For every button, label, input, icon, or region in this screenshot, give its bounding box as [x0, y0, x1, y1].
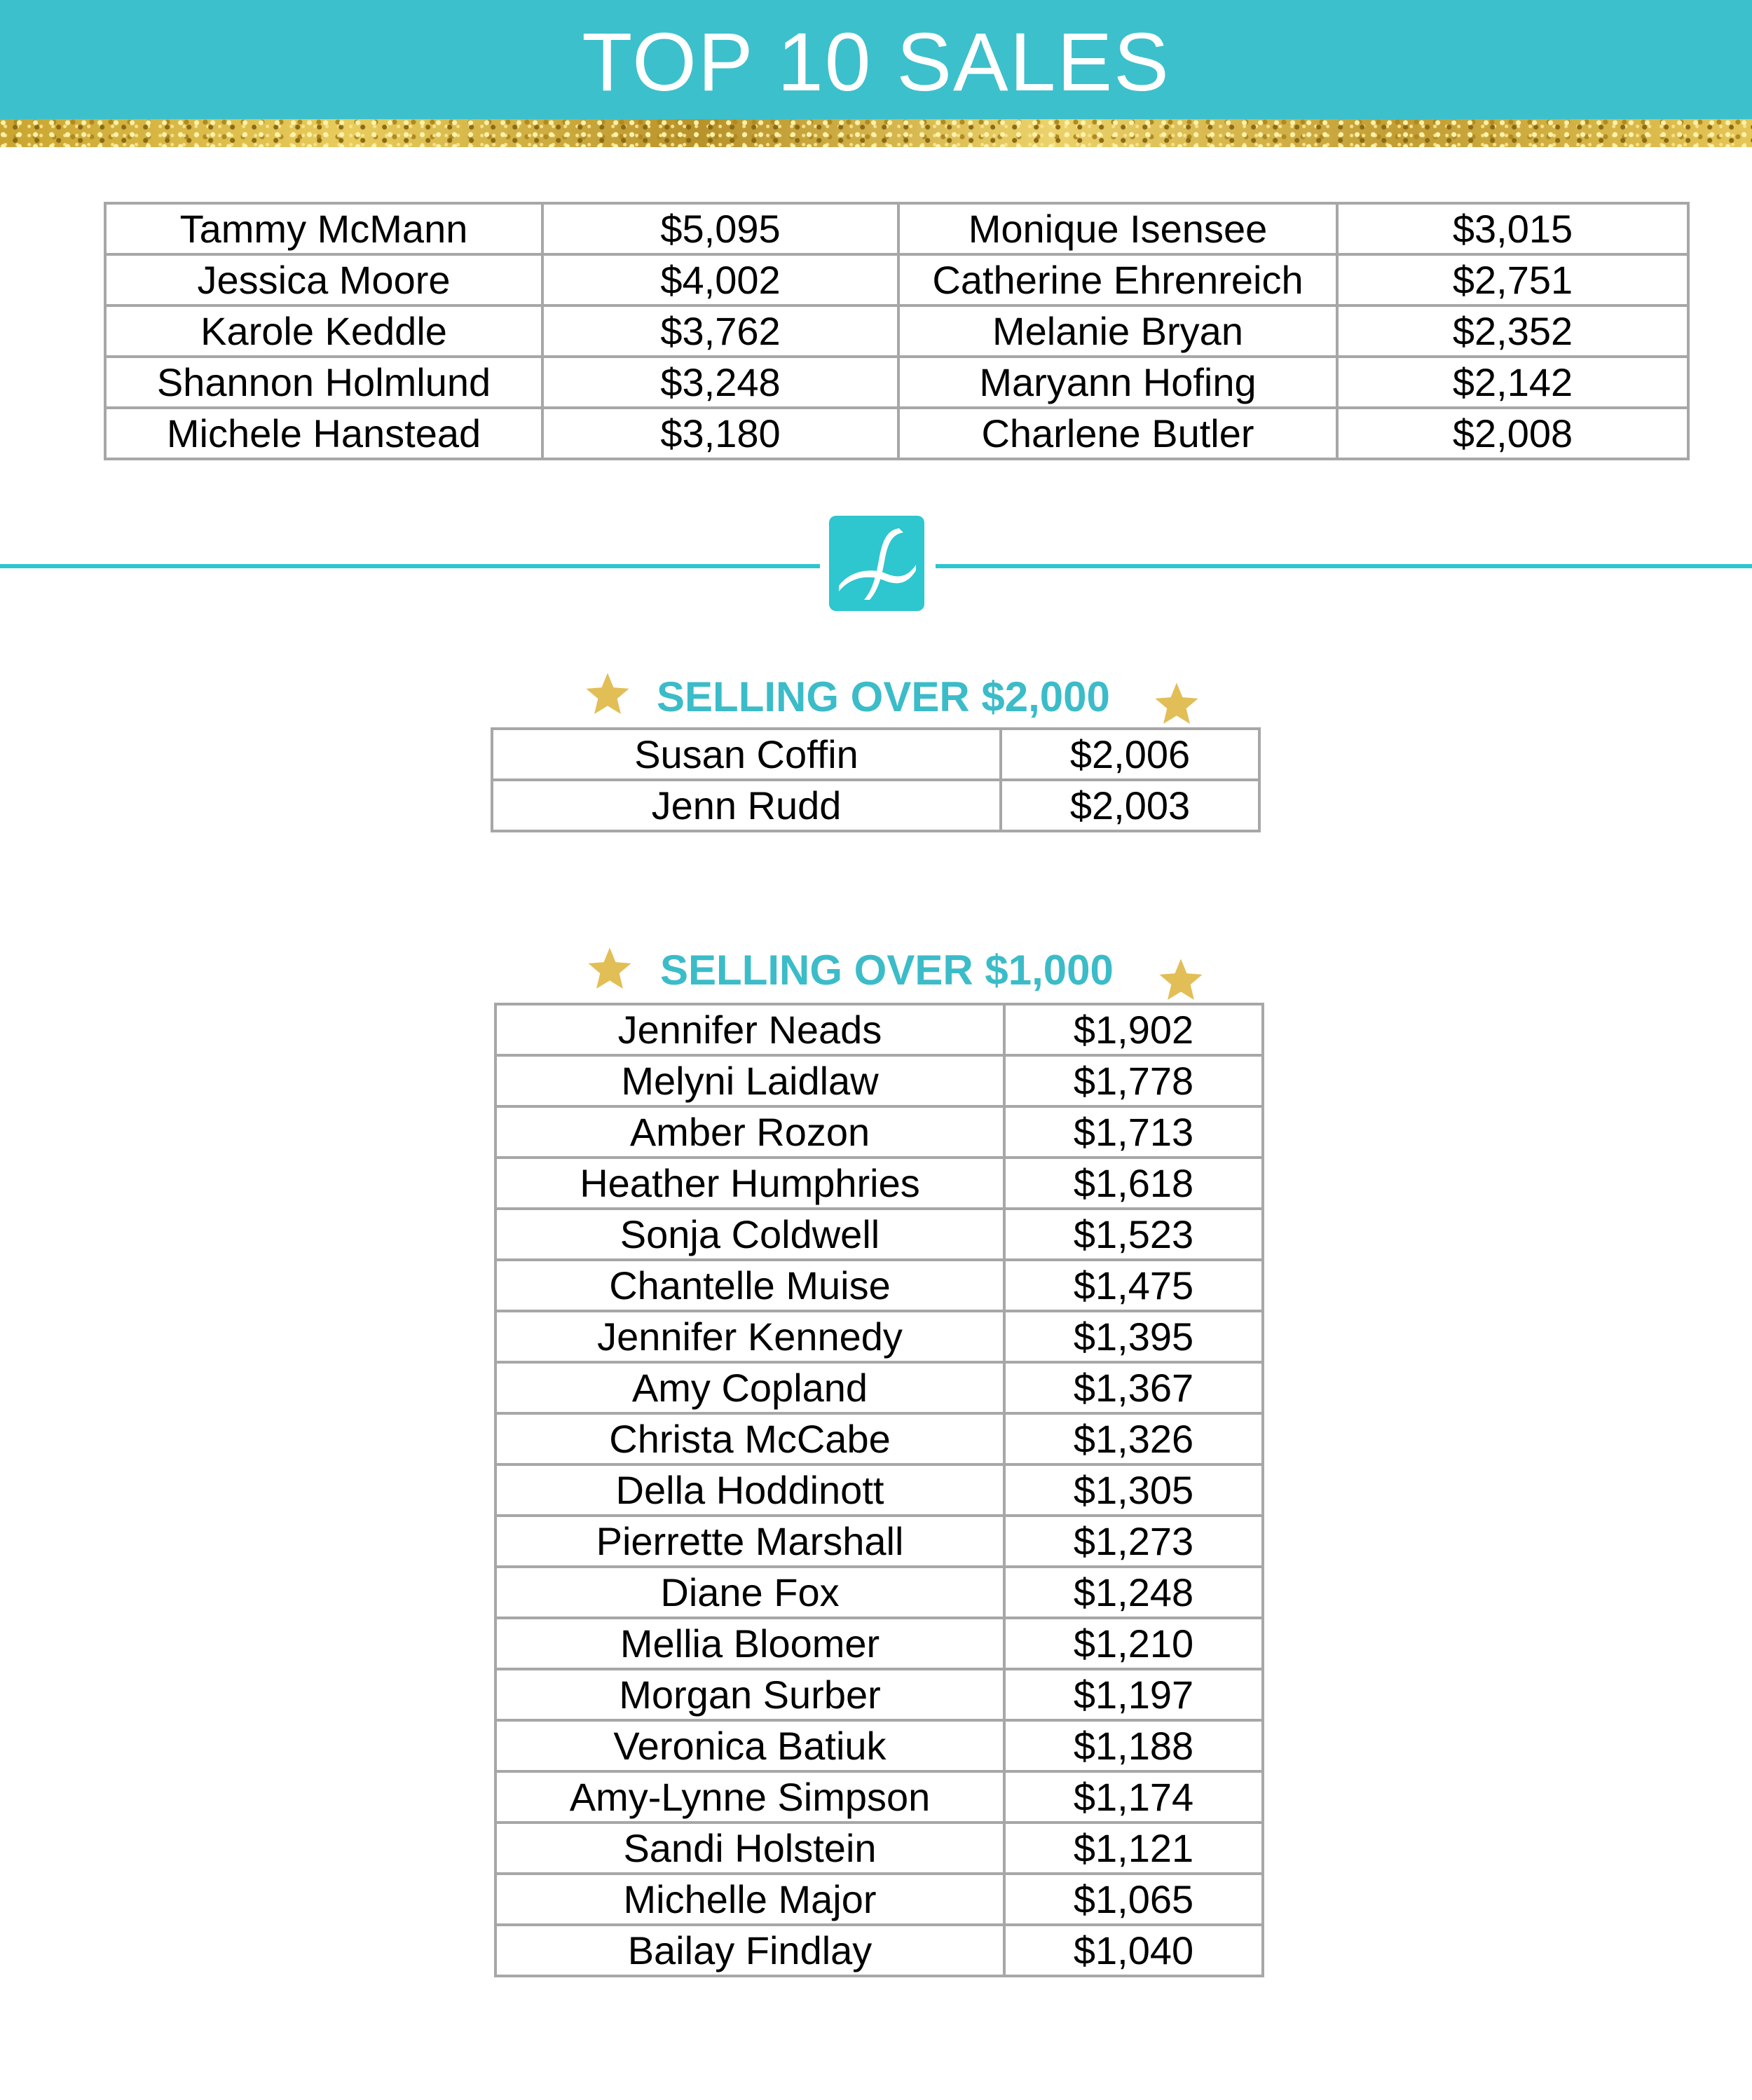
table-row [492, 780, 1259, 831]
divider-line-left [0, 564, 820, 568]
seller-name: Jennifer Kennedy [495, 1311, 1004, 1362]
sales-amount: $3,762 [542, 306, 898, 357]
sales-amount: $2,006 [1001, 729, 1259, 780]
sales-amount: $1,121 [1004, 1823, 1263, 1874]
sales-amount: $1,040 [1004, 1925, 1263, 1976]
seller-name: Veronica Batiuk [495, 1720, 1004, 1771]
table-row [495, 1618, 1263, 1669]
sales-amount: $2,751 [1337, 254, 1688, 306]
seller-name: Jenn Rudd [492, 780, 1001, 831]
table-row [495, 1874, 1263, 1925]
sales-amount: $2,008 [1337, 408, 1688, 459]
star-icon [583, 670, 632, 719]
sales-amount: $1,618 [1004, 1158, 1263, 1209]
seller-name: Mellia Bloomer [495, 1618, 1004, 1669]
sales-amount: $1,305 [1004, 1464, 1263, 1516]
star-icon [1152, 680, 1201, 729]
seller-name: Michelle Major [495, 1874, 1004, 1925]
table-row [495, 1209, 1263, 1260]
seller-name: Catherine Ehrenreich [898, 254, 1337, 306]
table-row [495, 1567, 1263, 1618]
seller-name: Morgan Surber [495, 1669, 1004, 1720]
seller-name: Sonja Coldwell [495, 1209, 1004, 1260]
table-row [105, 357, 1688, 408]
section-title-over-1000: SELLING OVER $1,000 [660, 947, 1114, 994]
seller-name: Shannon Holmlund [105, 357, 542, 408]
sales-amount: $1,197 [1004, 1669, 1263, 1720]
table-row [105, 203, 1688, 254]
over-1000-table [494, 1003, 1264, 1977]
table-row [495, 1413, 1263, 1464]
sales-amount: $1,174 [1004, 1771, 1263, 1823]
over-2000-table [491, 727, 1261, 832]
sales-amount: $1,902 [1004, 1004, 1263, 1055]
table-row [495, 1823, 1263, 1874]
seller-name: Diane Fox [495, 1567, 1004, 1618]
sales-amount: $1,778 [1004, 1055, 1263, 1106]
sales-amount: $1,210 [1004, 1618, 1263, 1669]
star-icon [585, 945, 634, 994]
table-row [105, 408, 1688, 459]
sales-amount: $5,095 [542, 203, 898, 254]
sales-amount: $3,248 [542, 357, 898, 408]
seller-name: Maryann Hofing [898, 357, 1337, 408]
sales-amount: $1,395 [1004, 1311, 1263, 1362]
table-row [495, 1260, 1263, 1311]
sales-amount: $1,713 [1004, 1106, 1263, 1158]
sales-amount: $1,326 [1004, 1413, 1263, 1464]
seller-name: Amber Rozon [495, 1106, 1004, 1158]
sales-amount: $1,273 [1004, 1516, 1263, 1567]
seller-name: Christa McCabe [495, 1413, 1004, 1464]
seller-name: Susan Coffin [492, 729, 1001, 780]
table-row [495, 1055, 1263, 1106]
seller-name: Monique Isensee [898, 203, 1337, 254]
gold-glitter-strip [0, 119, 1752, 147]
sales-amount: $1,367 [1004, 1362, 1263, 1413]
table-row [492, 729, 1259, 780]
seller-name: Jennifer Neads [495, 1004, 1004, 1055]
top-ten-table [104, 202, 1690, 460]
seller-name: Amy Copland [495, 1362, 1004, 1413]
table-row [105, 254, 1688, 306]
seller-name: Bailay Findlay [495, 1925, 1004, 1976]
sales-amount: $2,003 [1001, 780, 1259, 831]
table-row [495, 1311, 1263, 1362]
sales-amount: $3,180 [542, 408, 898, 459]
table-row [495, 1158, 1263, 1209]
seller-name: Tammy McMann [105, 203, 542, 254]
table-row [495, 1362, 1263, 1413]
seller-name: Heather Humphries [495, 1158, 1004, 1209]
seller-name: Michele Hanstead [105, 408, 542, 459]
seller-name: Chantelle Muise [495, 1260, 1004, 1311]
seller-name: Jessica Moore [105, 254, 542, 306]
seller-name: Melyni Laidlaw [495, 1055, 1004, 1106]
section-title-over-2000: SELLING OVER $2,000 [657, 673, 1110, 720]
table-row [495, 1771, 1263, 1823]
seller-name: Pierrette Marshall [495, 1516, 1004, 1567]
table-row [495, 1004, 1263, 1055]
table-row [495, 1106, 1263, 1158]
sales-amount: $1,188 [1004, 1720, 1263, 1771]
sales-amount: $3,015 [1337, 203, 1688, 254]
seller-name: Karole Keddle [105, 306, 542, 357]
sales-amount: $1,065 [1004, 1874, 1263, 1925]
sales-amount: $1,475 [1004, 1260, 1263, 1311]
table-row [495, 1516, 1263, 1567]
table-row [495, 1720, 1263, 1771]
page-title: TOP 10 SALES [582, 16, 1170, 109]
sales-amount: $1,523 [1004, 1209, 1263, 1260]
seller-name: Della Hoddinott [495, 1464, 1004, 1516]
sales-amount: $2,352 [1337, 306, 1688, 357]
star-icon [1156, 956, 1205, 1005]
table-row [495, 1464, 1263, 1516]
table-row [495, 1669, 1263, 1720]
table-row [105, 306, 1688, 357]
seller-name: Sandi Holstein [495, 1823, 1004, 1874]
sales-amount: $4,002 [542, 254, 898, 306]
brand-logo-icon [829, 516, 924, 611]
seller-name: Amy-Lynne Simpson [495, 1771, 1004, 1823]
header-banner [0, 0, 1752, 119]
sales-amount: $1,248 [1004, 1567, 1263, 1618]
divider-line-right [936, 564, 1752, 568]
table-row [495, 1925, 1263, 1976]
seller-name: Melanie Bryan [898, 306, 1337, 357]
sales-amount: $2,142 [1337, 357, 1688, 408]
seller-name: Charlene Butler [898, 408, 1337, 459]
